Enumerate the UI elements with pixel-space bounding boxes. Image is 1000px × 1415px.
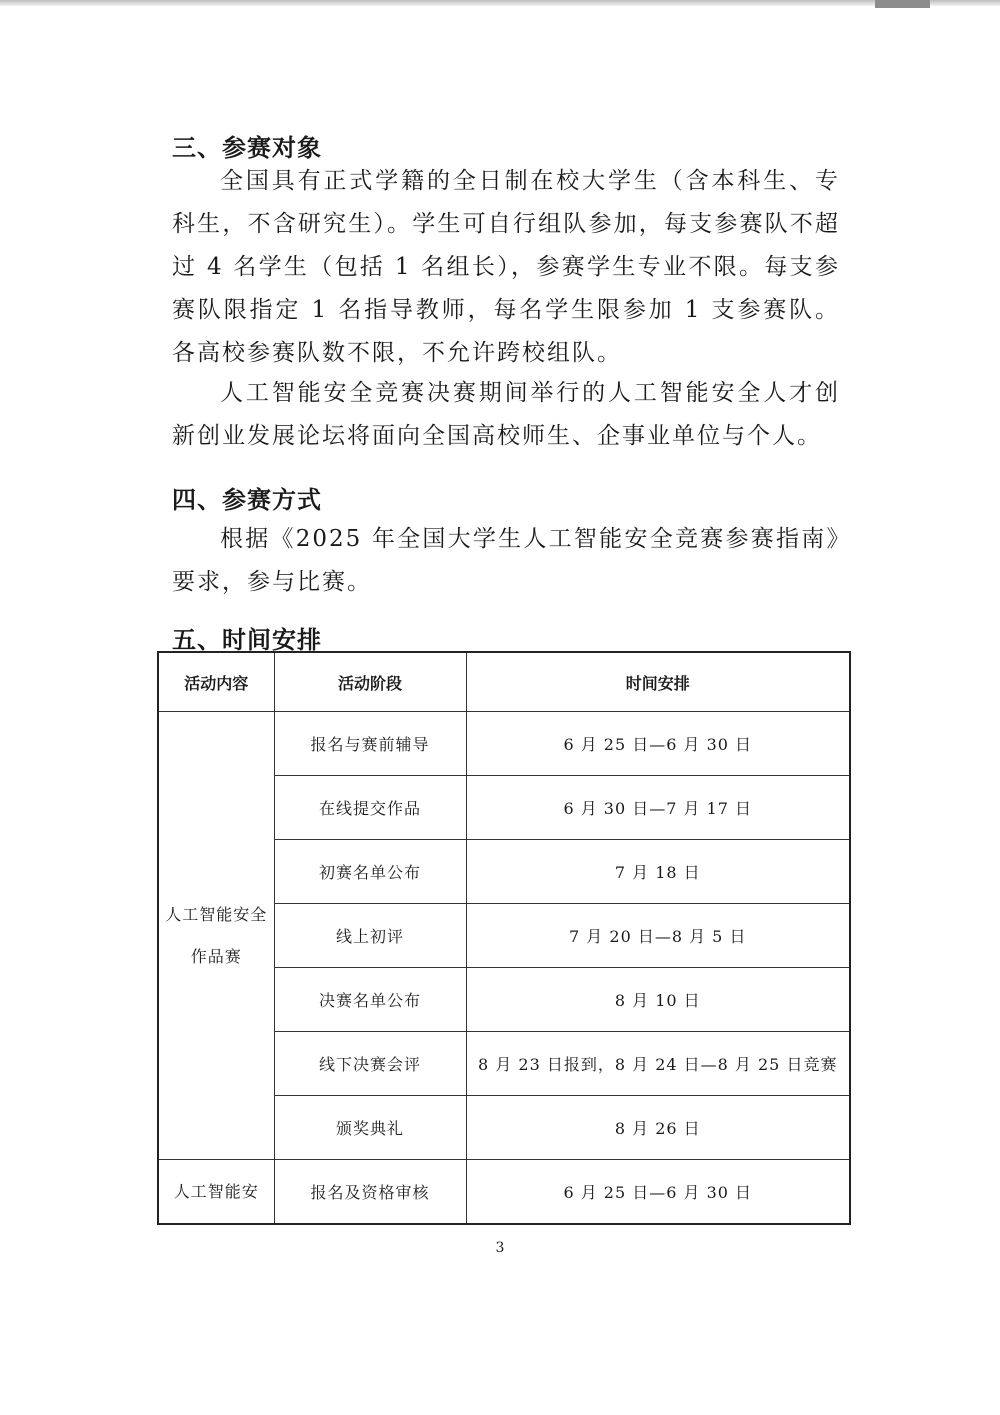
- table-header-row: [158, 652, 850, 712]
- stage-cell: 线上初评: [274, 904, 466, 968]
- group-cell-works-competition: 人工智能安全作品赛: [158, 712, 274, 1160]
- stage-cell: 报名及资格审核: [274, 1160, 466, 1225]
- stage-cell: 初赛名单公布: [274, 840, 466, 904]
- stage-cell: 在线提交作品: [274, 776, 466, 840]
- group-cell-second-track: 人工智能安: [158, 1160, 274, 1225]
- time-cell: 8 月 10 日: [466, 968, 850, 1032]
- stage-cell: 线下决赛会评: [274, 1032, 466, 1096]
- header-activity-content: 活动内容: [158, 652, 274, 712]
- table-row: [158, 1160, 850, 1225]
- participants-paragraph: 全国具有正式学籍的全日制在校大学生（含本科生、专科生，不含研究生）。学生可自行组队参加，每支参赛队不超过 4 名学生（包括 1 名组长），参赛学生专业不限。每支参赛队限指定 1 名指导教师，每名学生限参加 1 支参赛队。各高校参赛队数不限，不允许跨校组队。: [172, 168, 840, 366]
- method-paragraph: 根据《2025 年全国大学生人工智能安全竞赛参赛指南》要求，参与比赛。: [172, 526, 840, 595]
- stage-cell: 颁奖典礼: [274, 1096, 466, 1160]
- time-cell: 8 月 26 日: [466, 1096, 850, 1160]
- table-row: [158, 712, 850, 776]
- header-schedule: 时间安排: [466, 652, 850, 712]
- time-cell: 6 月 30 日—7 月 17 日: [466, 776, 850, 840]
- scan-top-edge: [0, 0, 1000, 6]
- time-cell: 6 月 25 日—6 月 30 日: [466, 1160, 850, 1225]
- forum-paragraph: 人工智能安全竞赛决赛期间举行的人工智能安全人才创新创业发展论坛将面向全国高校师生、企事业单位与个人。: [172, 380, 840, 449]
- section-heading-schedule: 五、时间安排: [172, 626, 322, 654]
- time-cell: 8 月 23 日报到，8 月 24 日—8 月 25 日竞赛: [466, 1032, 850, 1096]
- section-heading-participants: 三、参赛对象: [172, 134, 322, 162]
- time-cell: 7 月 20 日—8 月 5 日: [466, 904, 850, 968]
- time-cell: 6 月 25 日—6 月 30 日: [466, 712, 850, 776]
- stage-cell: 决赛名单公布: [274, 968, 466, 1032]
- time-cell: 7 月 18 日: [466, 840, 850, 904]
- scan-artifact: [875, 0, 930, 8]
- section-heading-method: 四、参赛方式: [172, 486, 322, 514]
- stage-cell: 报名与赛前辅导: [274, 712, 466, 776]
- page-number: 3: [495, 1240, 505, 1256]
- header-activity-stage: 活动阶段: [274, 652, 466, 712]
- schedule-table: [157, 651, 851, 1225]
